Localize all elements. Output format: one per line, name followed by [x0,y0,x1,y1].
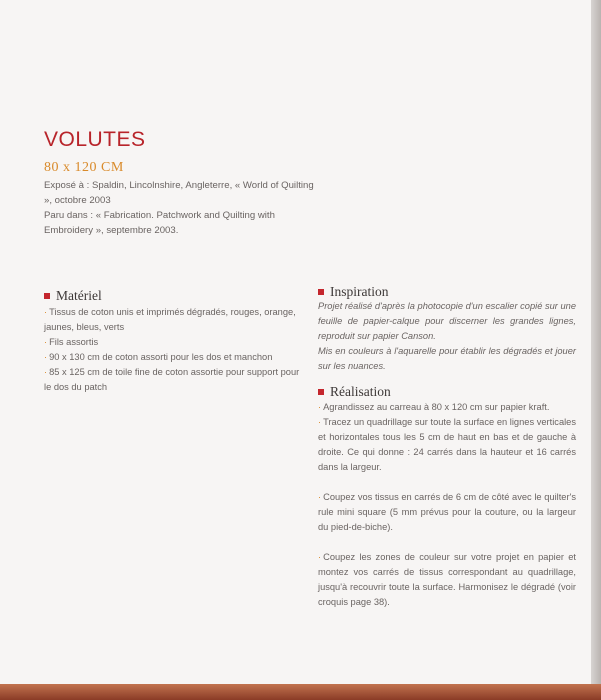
materiel-heading-label: Matériel [56,288,102,303]
spacer [318,475,576,490]
materiel-heading [44,288,102,304]
inspiration-text [318,299,576,374]
section-bullet-icon [318,389,324,395]
materiel-list [44,305,302,395]
list-item: · Fils assortis [44,337,99,347]
page-edge [591,0,601,700]
list-item: · 90 x 130 cm de coton assorti pour les dos et manchon [44,352,273,362]
list-item: · 85 x 125 cm de toile fine de coton assortie pour support pour le dos du patch [44,367,300,392]
section-bullet-icon [44,293,50,299]
inspiration-heading-label: Inspiration [330,284,389,299]
step-item: · Coupez les zones de couleur sur votre projet en papier et montez vos carrés de tissus correspondant au quadrillage, jusqu'à recouvrir toute la surface. Harmonisez le dégradé (voir croquis page 38). [318,552,576,607]
exhibited-at: Exposé à : Spaldin, Lincolnshire, Angleterre, « World of Quilting », octobre 2003 [44,180,314,206]
inspiration-paragraph: Projet réalisé d'après la photocopie d'un escalier copié sur une feuille de papier-calque pour discerner les grandes lignes, reproduit sur papier Canson. [318,301,576,341]
bottom-photo-strip [0,684,601,700]
list-item: · Tissus de coton unis et imprimés dégradés, rouges, orange, jaunes, bleus, verts [44,307,296,332]
inspiration-paragraph: Mis en couleurs à l'aquarelle pour établir les dégradés et jouer sur les nuances. [318,346,576,371]
step-item: · Coupez vos tissus en carrés de 6 cm de côté avec le quilter's rule mini square (5 mm prévus pour la couture, ou la largeur du pied-de-biche). [318,492,576,532]
exhibition-info [44,178,314,238]
step-item: · Tracez un quadrillage sur toute la surface en lignes verticales et horizontales tous les 5 cm de haut en bas et de gauche à droite. Ce qui donne : 24 carrés dans la hauteur et 16 carrés dans la largeur. [318,417,576,472]
spacer [318,535,576,550]
page-title: VOLUTES [44,128,146,151]
dimensions: 80 x 120 CM [44,160,124,175]
realisation-steps [318,400,576,610]
inspiration-heading [318,284,389,300]
published-in: Paru dans : « Fabrication. Patchwork and Quilting with Embroidery », septembre 2003. [44,210,275,236]
section-bullet-icon [318,289,324,295]
realisation-heading-label: Réalisation [330,384,391,399]
realisation-heading [318,384,391,400]
step-item: · Agrandissez au carreau à 80 x 120 cm sur papier kraft. [318,402,550,412]
